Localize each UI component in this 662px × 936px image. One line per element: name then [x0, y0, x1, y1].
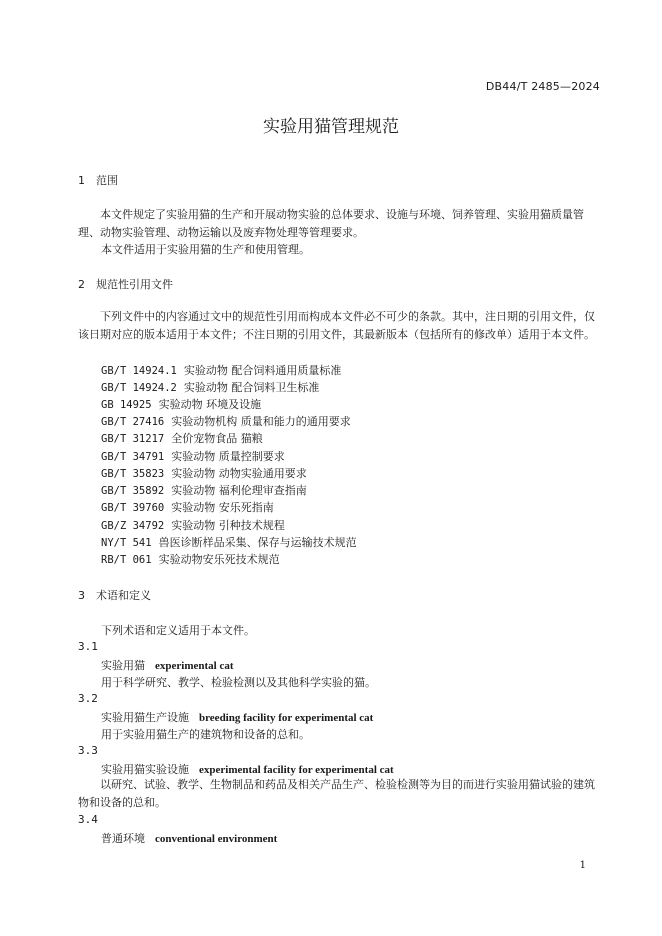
term-number: 3.2 [78, 692, 98, 705]
reference-item [101, 396, 261, 412]
reference-title: 实验动物机构 质量和能力的通用要求 [171, 415, 351, 428]
term-zh: 普通环境 [101, 832, 145, 845]
reference-code: GB/T 35892 [101, 485, 165, 497]
section-title: 规范性引用文件 [96, 278, 173, 291]
reference-title: 实验动物 质量控制要求 [171, 450, 285, 463]
section-3-heading [78, 587, 151, 603]
section-1-heading [78, 172, 118, 188]
term-zh: 实验用猫 [101, 659, 145, 672]
reference-code: GB/T 39760 [101, 502, 165, 514]
scope-applicability: 本文件适用于实验用猫的生产和使用管理。 [101, 243, 310, 256]
reference-code: GB/T 14924.1 [101, 365, 177, 377]
term-number: 3.4 [78, 813, 98, 826]
reference-item [101, 517, 285, 533]
term-number: 3.3 [78, 744, 98, 757]
term-en: breeding facility for experimental cat [199, 712, 374, 724]
reference-title: 实验动物 配合饲料通用质量标准 [183, 364, 342, 377]
term-number: 3.1 [78, 640, 98, 653]
section-title: 范围 [96, 174, 118, 187]
reference-code: NY/T 541 [101, 537, 152, 549]
section-2-heading [78, 276, 173, 292]
reference-item [101, 534, 357, 550]
section-number: 3 [78, 589, 85, 602]
reference-item [101, 362, 341, 378]
reference-item [101, 551, 280, 567]
reference-item [101, 448, 285, 464]
scope-paragraph: 本文件规定了实验用猫的生产和开展动物实验的总体要求、设施与环境、饲养管理、实验用猫质量管理、动物实验管理、动物运输以及废弃物处理等管理要求。 [78, 208, 584, 239]
reference-code: GB/T 34791 [101, 451, 165, 463]
reference-item [101, 482, 307, 498]
term-definition: 用于科学研究、教学、检验检测以及其他科学实验的猫。 [101, 676, 376, 689]
term-zh: 实验用猫实验设施 [101, 763, 189, 776]
reference-item [101, 413, 351, 429]
reference-code: GB 14925 [101, 399, 152, 411]
reference-item [101, 499, 274, 515]
reference-title: 兽医诊断样品采集、保存与运输技术规范 [158, 536, 357, 549]
reference-title: 实验动物安乐死技术规范 [158, 553, 280, 566]
term-en: experimental cat [155, 660, 234, 672]
reference-title: 实验动物 动物实验通用要求 [171, 467, 307, 480]
reference-item [101, 465, 307, 481]
term-definition: 以研究、试验、教学、生物制品和药品及相关产品生产、检验检测等为目的而进行实验用猫试验的建筑物和设备的总和。 [78, 778, 595, 809]
term-definition: 用于实验用猫生产的建筑物和设备的总和。 [101, 728, 310, 741]
section-number: 1 [78, 174, 85, 187]
term-heading [101, 830, 277, 846]
section-number: 2 [78, 278, 85, 291]
term-zh: 实验用猫生产设施 [101, 711, 189, 724]
term-heading [101, 657, 234, 673]
terms-intro: 下列术语和定义适用于本文件。 [101, 624, 255, 637]
term-en: experimental facility for experimental cat [199, 764, 394, 776]
reference-code: GB/T 14924.2 [101, 382, 177, 394]
page-number: 1 [579, 860, 586, 871]
reference-title: 实验动物 安乐死指南 [171, 501, 274, 514]
term-heading [101, 709, 373, 725]
reference-title: 实验动物 引种技术规程 [171, 519, 285, 532]
reference-item [101, 379, 319, 395]
reference-code: GB/T 31217 [101, 433, 165, 445]
term-en: conventional environment [155, 833, 278, 845]
reference-title: 全价宠物食品 猫粮 [171, 432, 263, 445]
reference-title: 实验动物 配合饲料卫生标准 [183, 381, 320, 394]
reference-title: 实验动物 环境及设施 [158, 398, 262, 411]
reference-code: GB/Z 34792 [101, 520, 165, 532]
page-title: 实验用猫管理规范 [263, 117, 399, 137]
reference-title: 实验动物 福利伦理审查指南 [171, 484, 307, 497]
term-heading [101, 761, 394, 777]
reference-code: RB/T 061 [101, 554, 152, 566]
normative-references-intro: 下列文件中的内容通过文中的规范性引用而构成本文件必不可少的条款。其中，注日期的引用文件，仅该日期对应的版本适用于本文件；不注日期的引用文件，其最新版本（包括所有的修改单）适用于本文件。 [78, 310, 595, 341]
standard-code: DB44/T 2485—2024 [485, 80, 600, 93]
reference-item [101, 430, 263, 446]
section-title: 术语和定义 [96, 589, 151, 602]
reference-code: GB/T 27416 [101, 416, 165, 428]
reference-code: GB/T 35823 [101, 468, 165, 480]
